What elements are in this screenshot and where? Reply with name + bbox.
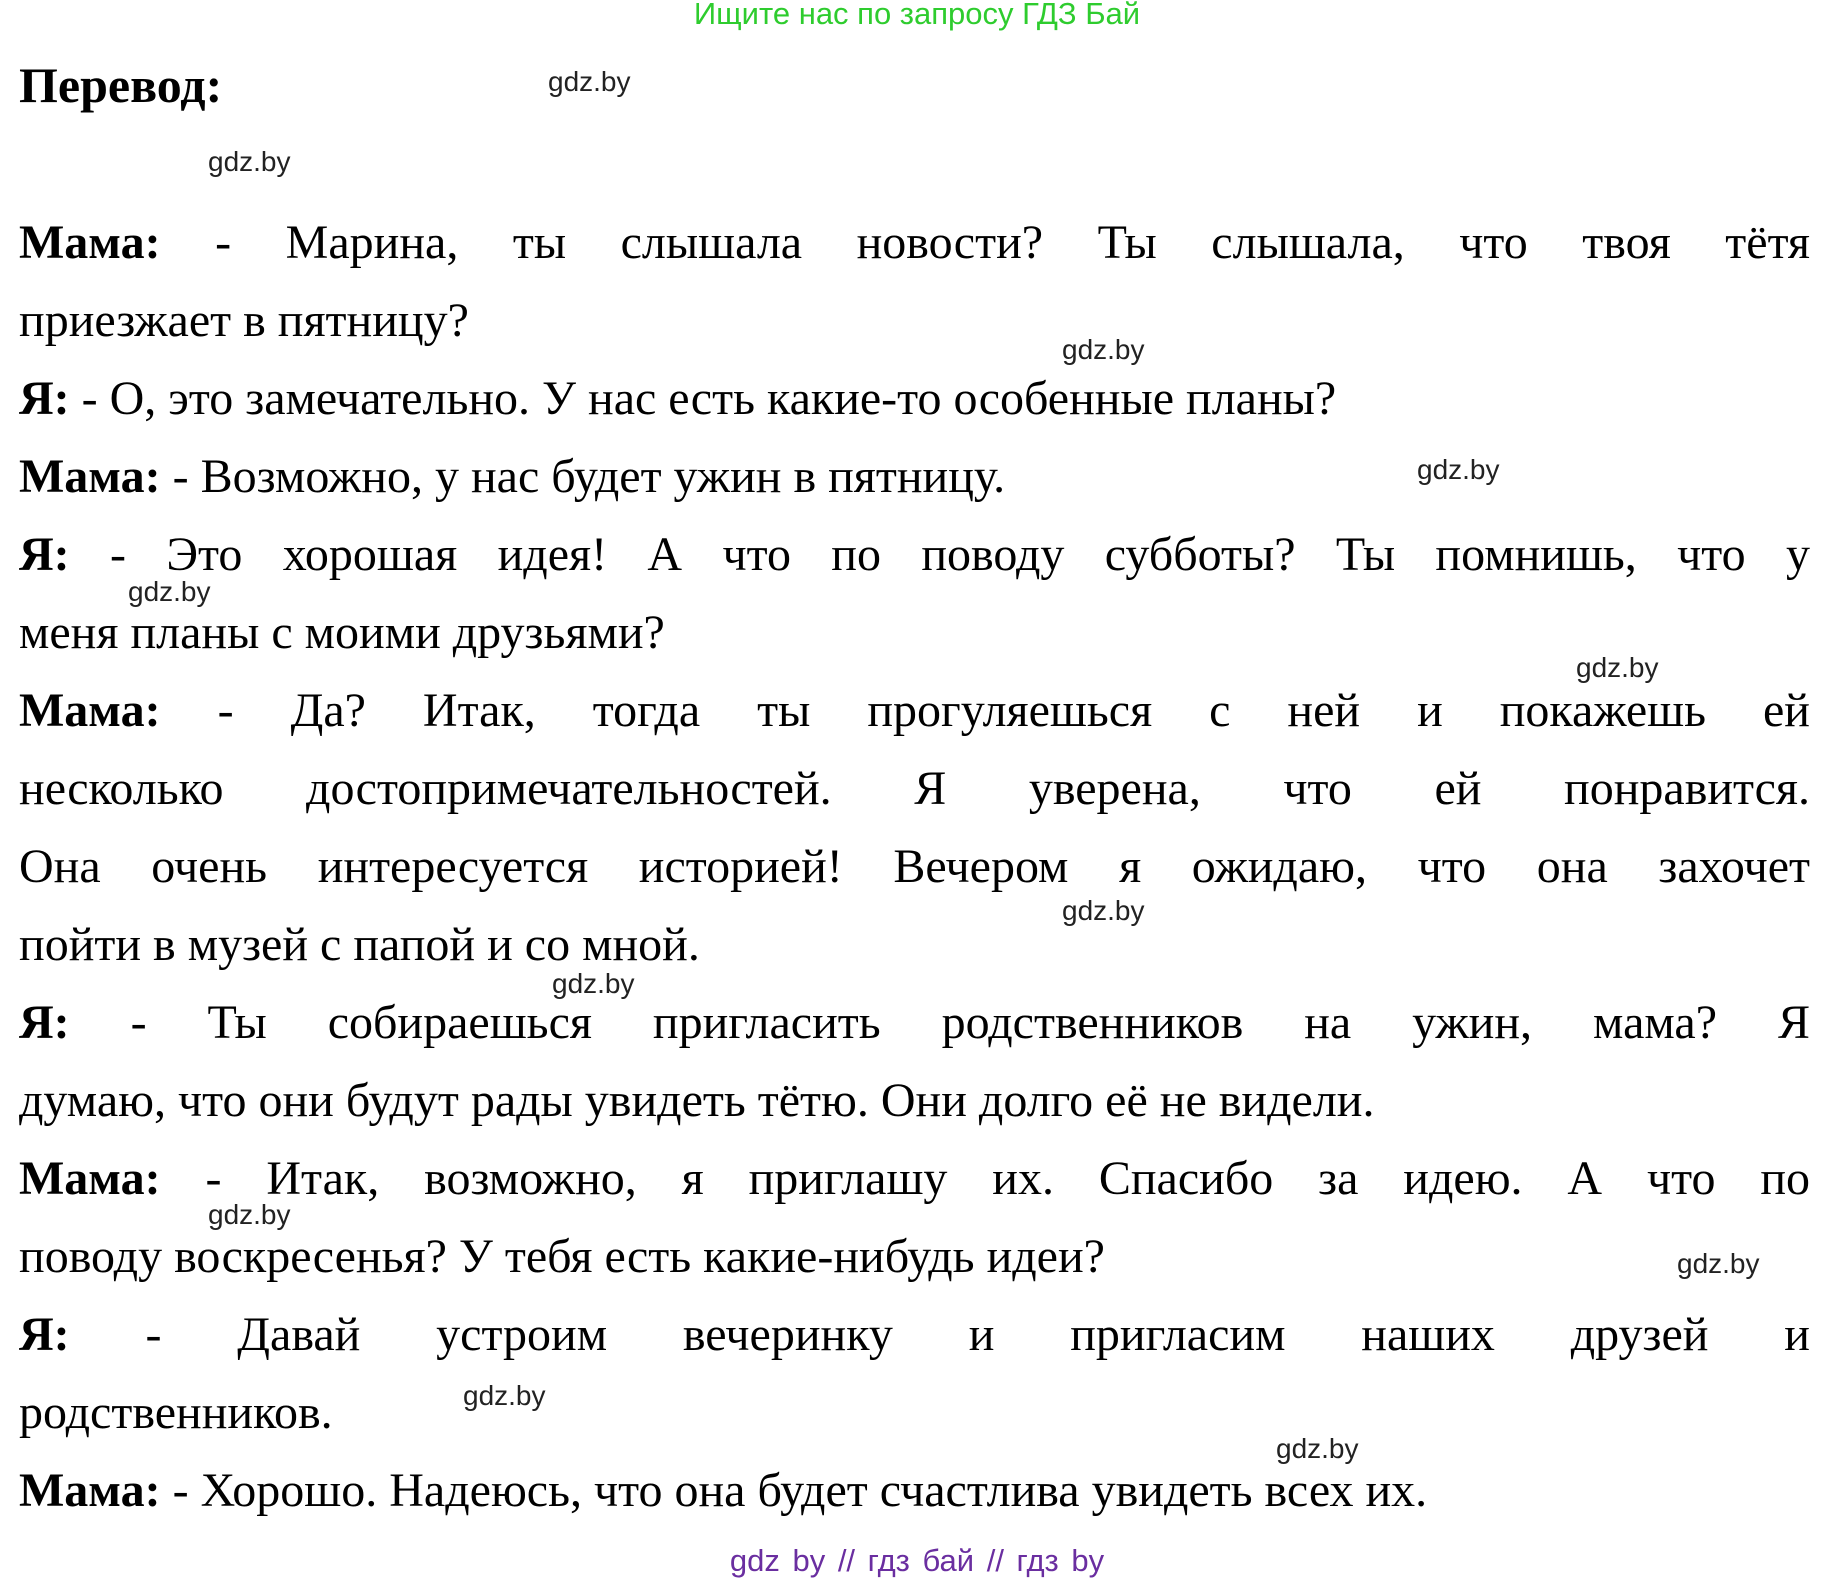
speaker-label: Мама: — [19, 684, 161, 737]
line-text: приезжает в пятницу? — [19, 294, 469, 347]
line-text: родственников. — [19, 1386, 333, 1439]
watermark: gdz.by — [1576, 652, 1659, 683]
dialogue-line — [19, 672, 1810, 750]
watermark: gdz.by — [1062, 895, 1145, 926]
speaker-label: Мама: — [19, 1464, 161, 1517]
watermark: gdz.by — [552, 968, 635, 999]
speaker-label: Я: — [19, 528, 70, 581]
dialogue-line — [19, 984, 1810, 1062]
dialogue-line — [19, 594, 1810, 672]
dialogue-line — [19, 906, 1810, 984]
line-text: пойти в музей с папой и со мной. — [19, 918, 700, 971]
watermark: gdz.by — [128, 576, 211, 607]
dialogue-line — [19, 1452, 1810, 1530]
dialogue-line — [19, 438, 1810, 516]
dialogue-line — [19, 282, 1810, 360]
dialogue-line — [19, 1374, 1810, 1452]
page-title: Перевод: — [19, 57, 223, 113]
watermark: gdz.by — [208, 1199, 291, 1230]
line-text: - Итак, возможно, я приглашу их. Спасибо за идею. А что по — [160, 1152, 1810, 1205]
dialogue-line — [19, 750, 1810, 828]
speaker-label: Я: — [19, 372, 70, 425]
watermark: gdz.by — [548, 66, 631, 97]
watermark: gdz.by — [1062, 334, 1145, 365]
dialogue-line — [19, 1062, 1810, 1140]
speaker-label: Я: — [19, 996, 70, 1049]
line-text: - Ты собираешься пригласить родственников на ужин, мама? Я — [69, 996, 1810, 1049]
line-text: - Хорошо. Надеюсь, что она будет счастлива увидеть всех их. — [160, 1464, 1428, 1517]
line-text: - Марина, ты слышала новости? Ты слышала, что твоя тётя — [160, 216, 1810, 269]
line-text: думаю, что они будут рады увидеть тётю. Они долго её не видели. — [19, 1074, 1375, 1127]
speaker-label: Я: — [19, 1308, 70, 1361]
dialogue-line — [19, 204, 1810, 282]
search-banner: Ищите нас по запросу ГДЗ Бай — [693, 0, 1141, 31]
line-text: - Возможно, у нас будет ужин в пятницу. — [160, 450, 1006, 503]
speaker-label: Мама: — [19, 1152, 161, 1205]
dialogue-line — [19, 516, 1810, 594]
line-text: Она очень интересуется историей! Вечером я ожидаю, что она захочет — [19, 840, 1810, 893]
line-text: - Давай устроим вечеринку и пригласим наших друзей и — [69, 1308, 1810, 1361]
footer-watermark: gdz by // гдз бай // гдз by — [729, 1543, 1105, 1578]
watermark: gdz.by — [208, 146, 291, 177]
watermark: gdz.by — [463, 1380, 546, 1411]
watermark: gdz.by — [1417, 454, 1500, 485]
line-text: - Это хорошая идея! А что по поводу субботы? Ты помнишь, что у — [69, 528, 1810, 581]
dialogue-line — [19, 1296, 1810, 1374]
speaker-label: Мама: — [19, 450, 161, 503]
dialogue-line — [19, 828, 1810, 906]
line-text: несколько достопримечательностей. Я уверена, что ей понравится. — [19, 762, 1810, 815]
line-text: меня планы с моими друзьями? — [19, 606, 665, 659]
dialogue-text — [19, 204, 1810, 1530]
watermark: gdz.by — [1677, 1248, 1760, 1279]
dialogue-line — [19, 360, 1810, 438]
line-text: - Да? Итак, тогда ты прогуляешься с ней и покажешь ей — [160, 684, 1810, 737]
speaker-label: Мама: — [19, 216, 161, 269]
watermark: gdz.by — [1276, 1433, 1359, 1464]
line-text: поводу воскресенья? У тебя есть какие-нибудь идеи? — [19, 1230, 1105, 1283]
line-text: - О, это замечательно. У нас есть какие-то особенные планы? — [69, 372, 1337, 425]
